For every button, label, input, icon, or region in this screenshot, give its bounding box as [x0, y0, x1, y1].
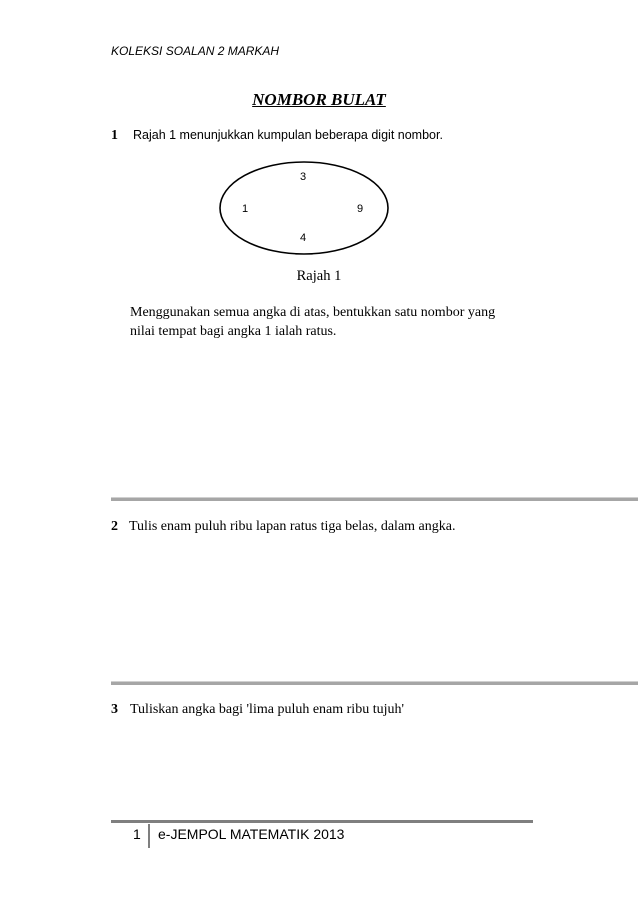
- question-3-text: Tuliskan angka bagi 'lima puluh enam ribu tujuh': [130, 702, 404, 717]
- digit-9: 9: [356, 203, 364, 215]
- footer-text: e-JEMPOL MATEMATIK 2013: [158, 826, 345, 842]
- digit-set-diagram: [215, 160, 395, 264]
- diagram-caption: Rajah 1: [296, 268, 342, 284]
- question-1-number: 1: [111, 128, 118, 143]
- instruction-line-2: nilai tempat bagi angka 1 ialah ratus.: [130, 324, 337, 339]
- question-3-number: 3: [111, 702, 118, 717]
- question-1-instruction: [130, 303, 495, 341]
- question-2-number: 2: [111, 519, 118, 534]
- question-2-text: Tulis enam puluh ribu lapan ratus tiga belas, dalam angka.: [129, 519, 456, 534]
- page-title: NOMBOR BULAT: [252, 90, 386, 109]
- instruction-line-1: Menggunakan semua angka di atas, bentukkan satu nombor yang: [130, 305, 496, 320]
- digit-4: 4: [299, 232, 307, 244]
- footer-rule: [111, 820, 533, 823]
- section-divider-2: [111, 681, 638, 685]
- footer-separator: [148, 824, 150, 848]
- section-divider-1: [111, 497, 638, 501]
- page-header: KOLEKSI SOALAN 2 MARKAH: [111, 44, 280, 58]
- footer-page-number: 1: [133, 826, 141, 842]
- digit-3: 3: [299, 171, 307, 183]
- digit-1: 1: [241, 203, 249, 215]
- question-1-text: Rajah 1 menunjukkan kumpulan beberapa digit nombor.: [133, 128, 443, 142]
